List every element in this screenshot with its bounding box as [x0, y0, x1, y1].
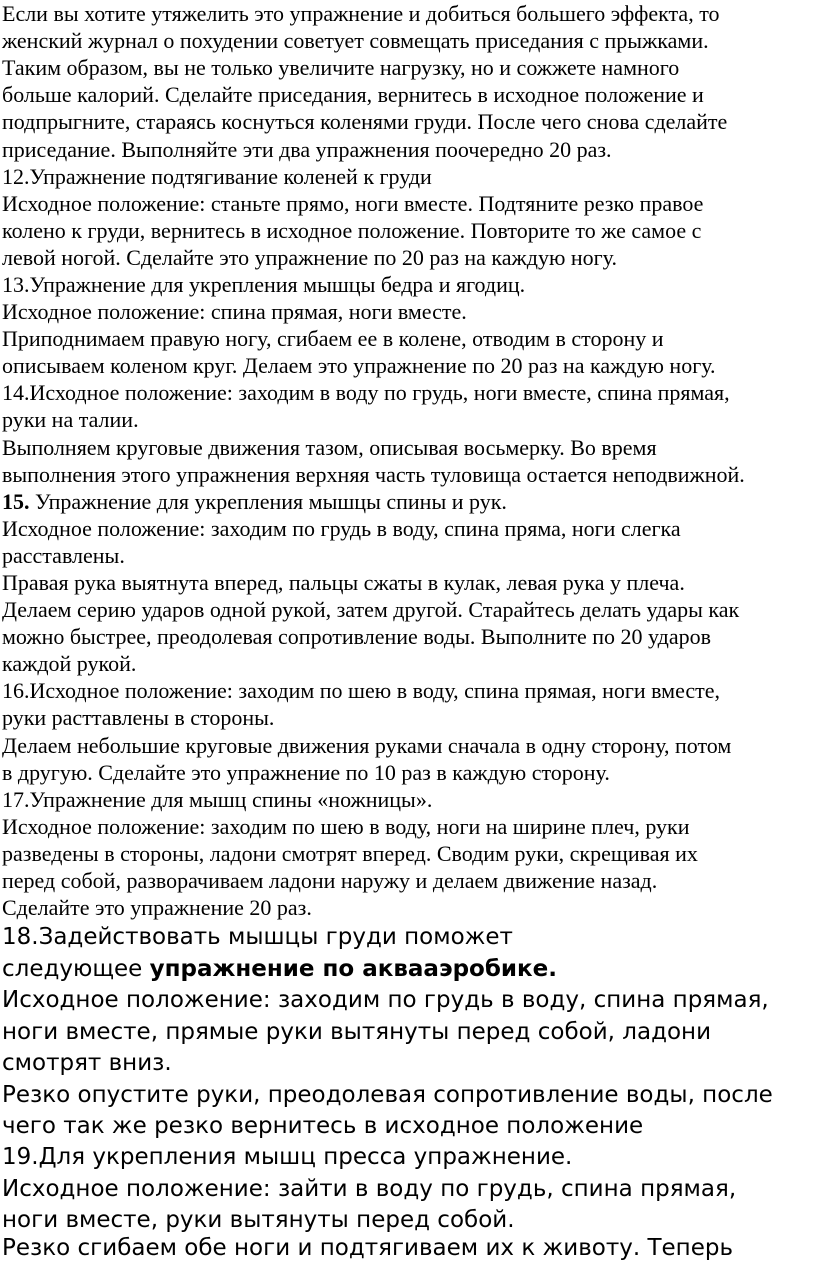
text-line: выполнения этого упражнения верхняя часть туловища остается неподвижной.	[2, 462, 745, 487]
item-15-title: Упражнение для укрепления мышцы спины и рук.	[29, 489, 507, 514]
text-line: можно быстрее, преодолевая сопротивление воды. Выполните по 20 ударов	[2, 624, 711, 649]
text-line: руки расттавлены в стороны.	[2, 705, 275, 730]
text-line: Выполняем круговые движения тазом, описывая восьмерку. Во время	[2, 435, 657, 460]
text-line: Делаем серию ударов одной рукой, затем другой. Старайтесь делать удары как	[2, 597, 740, 622]
text-line: описываем коленом круг. Делаем это упражнение по 20 раз на каждую ногу.	[2, 353, 716, 378]
section-heading-14: 14.Исходное положение: заходим в воду по грудь, ноги вместе, спина прямая,	[2, 380, 730, 405]
text-line: Резко сгибаем обе ноги и подтягиваем их к животу. Теперь	[2, 1235, 734, 1261]
text-line: расставлены.	[2, 543, 125, 568]
text-line: ноги вместе, прямые руки вытянуты перед собой, ладони	[2, 1019, 712, 1045]
text-line: Делаем небольшие круговые движения руками сначала в одну сторону, потом	[2, 733, 732, 758]
text-line: приседание. Выполняйте эти два упражнения поочередно 20 раз.	[2, 137, 612, 162]
text-line: Исходное положение: зайти в воду по грудь, спина прямая,	[2, 1176, 737, 1202]
text-line: ноги вместе, руки вытянуты перед собой.	[2, 1207, 515, 1233]
text-line: чего так же резко вернитесь в исходное положение	[2, 1113, 644, 1139]
text-line: Сделайте это упражнение 20 раз.	[2, 895, 312, 920]
text-line: в другую. Сделайте это упражнение по 10 раз в каждую сторону.	[2, 760, 610, 785]
text-line: колено к груди, вернитесь в исходное положение. Повторите то же самое с	[2, 218, 702, 243]
section-heading-16: 16.Исходное положение: заходим по шею в воду, спина прямая, ноги вместе,	[2, 678, 721, 703]
text-line: разведены в стороны, ладони смотрят вперед. Сводим руки, скрещивая их	[2, 841, 698, 866]
text-line: руки на талии.	[2, 407, 139, 432]
text-line	[2, 954, 557, 985]
text-line: левой ногой. Сделайте это упражнение по 20 раз на каждую ногу.	[2, 245, 617, 270]
text-line: Таким образом, вы не только увеличите нагрузку, но и сожжете намного	[2, 55, 680, 80]
text-line: Исходное положение: станьте прямо, ноги вместе. Подтяните резко правое	[2, 191, 704, 216]
text-line: каждой рукой.	[2, 651, 137, 676]
text-line: Исходное положение: заходим по грудь в воду, спина прямая,	[2, 987, 769, 1013]
section-heading-12: 12.Упражнение подтягивание коленей к груди	[2, 164, 432, 189]
text-line: Правая рука выятнута вперед, пальцы сжаты в кулак, левая рука у плеча.	[2, 570, 685, 595]
text-line: Исходное положение: заходим по грудь в воду, спина пряма, ноги слегка	[2, 516, 681, 541]
item-18-plain: следующее	[2, 956, 150, 982]
section-heading-13: 13.Упражнение для укрепления мышцы бедра и ягодиц.	[2, 272, 526, 297]
text-line: Если вы хотите утяжелить это упражнение и добиться большего эффекта, то	[2, 1, 720, 26]
text-line: Резко опустите руки, преодолевая сопротивление воды, после	[2, 1082, 773, 1108]
item-number-15: 15.	[2, 489, 30, 514]
text-line: больше калорий. Сделайте приседания, вернитесь в исходное положение и	[2, 82, 704, 107]
text-line: Исходное положение: заходим по шею в воду, ноги на ширине плеч, руки	[2, 814, 690, 839]
section-heading-18: 18.Задействовать мышцы груди поможет	[2, 924, 513, 950]
text-line: Исходное положение: спина прямая, ноги вместе.	[2, 299, 467, 324]
text-line: Приподнимаем правую ногу, сгибаем ее в колене, отводим в сторону и	[2, 326, 664, 351]
text-line: смотрят вниз.	[2, 1050, 172, 1076]
text-line: перед собой, разворачиваем ладони наружу и делаем движение назад.	[2, 868, 658, 893]
section-heading-17: 17.Упражнение для мышц спины «ножницы».	[2, 787, 433, 812]
text-line: подпрыгните, стараясь коснуться коленями груди. После чего снова сделайте	[2, 109, 728, 134]
text-line: женский журнал о похудении советует совмещать приседания с прыжками.	[2, 28, 709, 53]
item-18-bold: упражнение по аквааэробике.	[149, 956, 557, 982]
section-heading-15	[2, 488, 507, 515]
section-heading-19: 19.Для укрепления мышц пресса упражнение.	[2, 1144, 573, 1170]
